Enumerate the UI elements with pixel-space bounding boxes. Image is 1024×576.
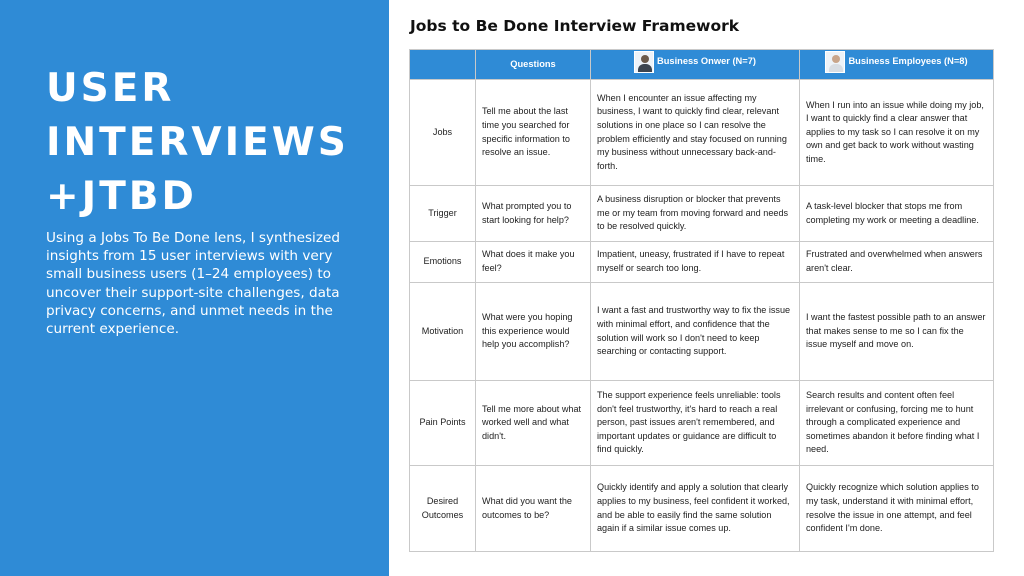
row-label: Desired Outcomes [410, 466, 476, 552]
question-cell: What did you want the outcomes to be? [476, 466, 591, 552]
person-avatar-icon [634, 51, 654, 73]
left-panel [0, 0, 389, 576]
question-cell: Tell me about the last time you searched for specific information to resolve an issue. [476, 80, 591, 186]
row-label: Trigger [410, 186, 476, 242]
title-line: INTERVIEWS [46, 120, 349, 165]
person-avatar-icon [825, 51, 845, 73]
row-label: Pain Points [410, 381, 476, 466]
intro-paragraph: Using a Jobs To Be Done lens, I synthesized insights from 15 user interviews with very small business users (1–24 employees) to uncover their support-site challenges, data privacy concerns, and unmet needs in the current experience. [46, 230, 340, 338]
header-owner-label: Business Onwer (N=7) [657, 56, 756, 67]
question-cell: What were you hoping this experience would help you accomplish? [476, 283, 591, 381]
owner-answer-cell: A business disruption or blocker that prevents me or my team from moving forward and needs to be resolved quickly. [591, 186, 800, 242]
table-row [410, 80, 994, 186]
row-label: Emotions [410, 242, 476, 283]
title-line: +JTBD [46, 174, 197, 219]
employee-answer-cell: When I run into an issue while doing my job, I want to quickly find a clear answer that applies to my task so I can resolve it on my own and get back to work without wasting time. [800, 80, 994, 186]
header-employees-label: Business Employees (N=8) [848, 56, 968, 67]
table-header-row [410, 50, 994, 80]
title-line: USER [46, 66, 175, 111]
header-blank [410, 50, 476, 80]
employee-answer-cell: I want the fastest possible path to an answer that makes sense to me so I can fix the issue myself and move on. [800, 283, 994, 381]
owner-answer-cell: Quickly identify and apply a solution that clearly applies to my business, feel confident it worked, and be able to easily find the same solution again if a similar issue comes up. [591, 466, 800, 552]
owner-answer-cell: When I encounter an issue affecting my business, I want to quickly find clear, relevant solutions in one place so I can resolve the problem efficiently and stay focused on running my business without unnecessary back-and-forth. [591, 80, 800, 186]
jtbd-table [409, 49, 994, 552]
owner-answer-cell: Impatient, uneasy, frustrated if I have to repeat myself or search too long. [591, 242, 800, 283]
question-cell: What prompted you to start looking for help? [476, 186, 591, 242]
question-cell: What does it make you feel? [476, 242, 591, 283]
row-label: Motivation [410, 283, 476, 381]
owner-answer-cell: I want a fast and trustworthy way to fix the issue with minimal effort, and confidence that the solution will work so I don't need to keep searching or contacting support. [591, 283, 800, 381]
employee-answer-cell: Quickly recognize which solution applies to my task, understand it with minimal effort, resolve the issue in one attempt, and feel confident I'm done. [800, 466, 994, 552]
header-questions: Questions [476, 50, 591, 80]
employee-answer-cell: A task-level blocker that stops me from completing my work or meeting a deadline. [800, 186, 994, 242]
owner-answer-cell: The support experience feels unreliable: tools don't feel trustworthy, it's hard to reach a real person, past issues aren't remembered, and important updates or guidance are difficult to find quickly. [591, 381, 800, 466]
employee-answer-cell: Search results and content often feel irrelevant or confusing, forcing me to hunt through a complicated experience and sometimes abandon it before finding what I need. [800, 381, 994, 466]
table-row [410, 186, 994, 242]
table-row [410, 381, 994, 466]
header-employees [800, 50, 994, 80]
table-row [410, 466, 994, 552]
page-title [46, 62, 349, 224]
employee-answer-cell: Frustrated and overwhelmed when answers aren't clear. [800, 242, 994, 283]
table-row [410, 283, 994, 381]
question-cell: Tell me more about what worked well and what didn't. [476, 381, 591, 466]
header-owner [591, 50, 800, 80]
row-label: Jobs [410, 80, 476, 186]
table-row [410, 242, 994, 283]
framework-title: Jobs to Be Done Interview Framework [410, 17, 740, 35]
